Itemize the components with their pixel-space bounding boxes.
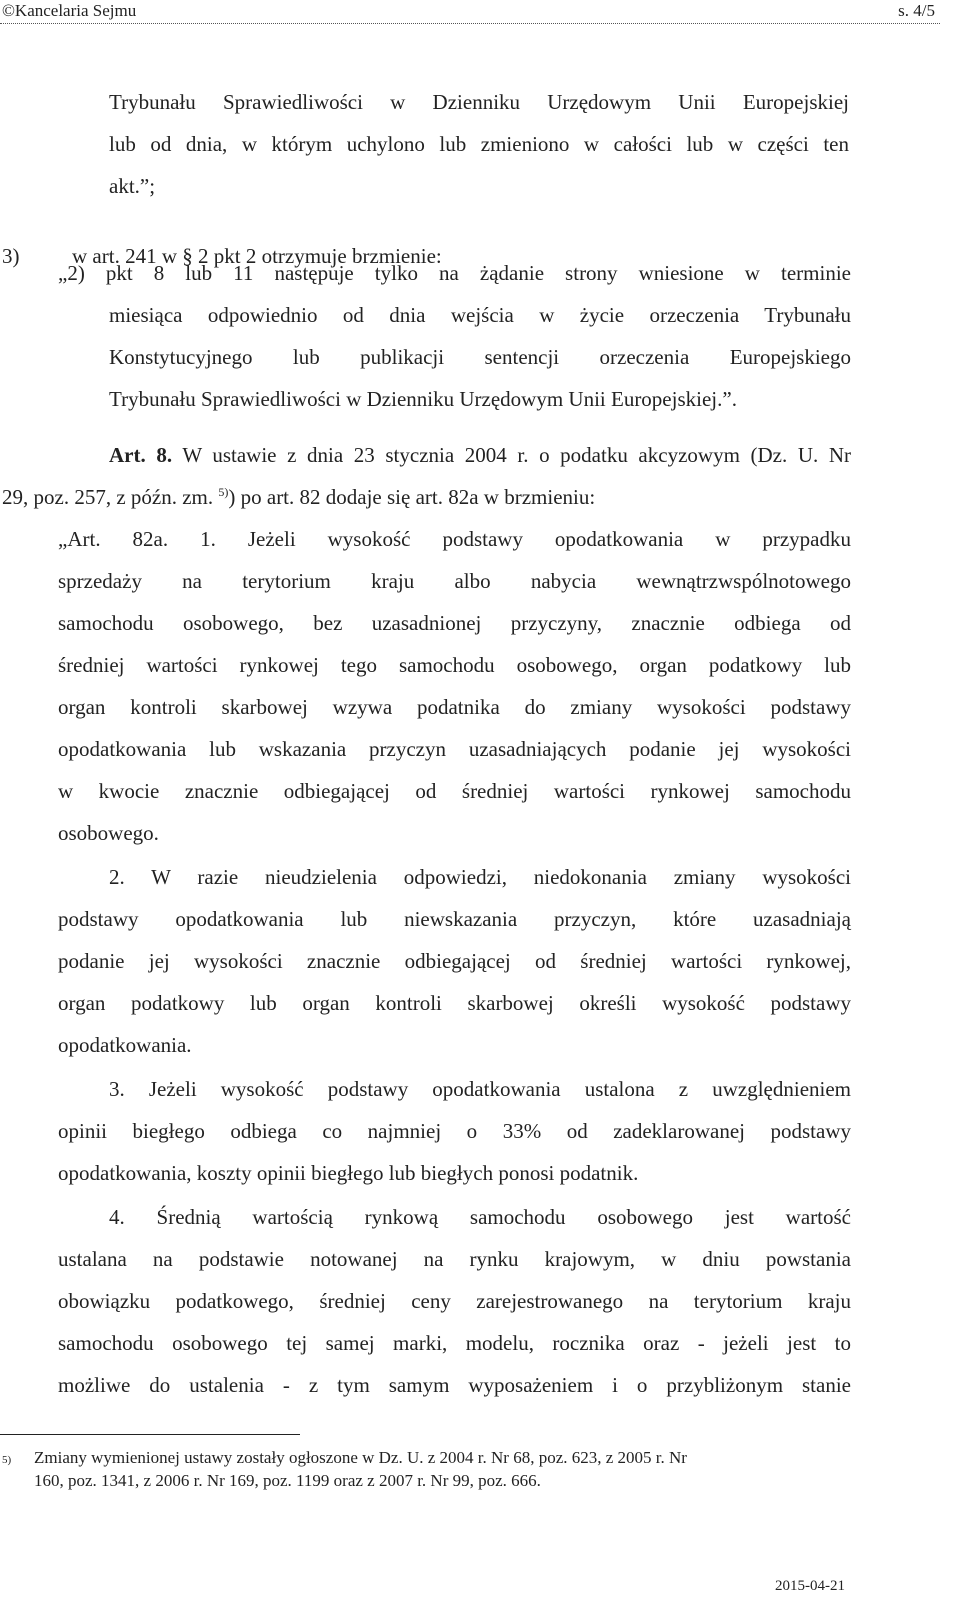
page-number: s. 4/5: [898, 1, 935, 20]
text-line: organ podatkowy lub organ kontroli skarbowej określi wysokość podstawy: [58, 991, 851, 1015]
text-line: [58, 526, 851, 552]
text-line: opodatkowania, koszty opinii biegłego lub biegłych ponosi podatnik.: [58, 1161, 639, 1185]
text-fragment: ) po art. 82 dodaje się art. 82a w brzmieniu:: [228, 485, 596, 509]
text-line: „2) pkt 8 lub 11 następuje tylko na żądanie strony wniesione w terminie: [58, 261, 851, 285]
article-text: W ustawie z dnia 23 stycznia 2004 r. o podatku akcyzowym (Dz. U. Nr: [172, 443, 852, 467]
text-line: opodatkowania.: [58, 1033, 192, 1057]
text-line: opodatkowania lub wskazania przyczyn uzasadniających podanie jej wysokości: [58, 737, 851, 761]
text-line: podstawy opodatkowania lub niewskazania przyczyn, które uzasadniają: [58, 907, 851, 931]
text-fragment: Jeżeli wysokość podstawy opodatkowania w przypadku: [215, 527, 851, 551]
text-line: ustalana na podstawie notowanej na rynku krajowym, w dniu powstania: [58, 1247, 851, 1271]
text-line: samochodu osobowego, bez uzasadnionej przyczyny, znacznie odbiega od: [58, 611, 851, 635]
text-line: miesiąca odpowiednio od dnia wejścia w życie orzeczenia Trybunału: [109, 303, 851, 327]
text-line: w art. 241 w § 2 pkt 2 otrzymuje brzmienie:: [72, 244, 442, 268]
text-line: średniej wartości rynkowej tego samochodu osobowego, organ podatkowy lub: [58, 653, 851, 677]
footnote-mark: 5): [2, 1454, 12, 1466]
text-line: 4. Średnią wartością rynkową samochodu osobowego jest wartość: [109, 1205, 851, 1229]
document-date: 2015-04-21: [775, 1578, 845, 1594]
article-label: „Art. 82a. 1.: [58, 527, 216, 551]
text-line: samochodu osobowego tej samej marki, modelu, rocznika oraz - jeżeli jest to: [58, 1331, 851, 1355]
footnote-reference: 5): [218, 485, 229, 499]
text-line: możliwe do ustalenia - z tym samym wyposażeniem i o przybliżonym stanie: [58, 1373, 851, 1397]
text-fragment: 29, poz. 257, z późn. zm.: [2, 485, 214, 509]
footnote-divider: [0, 1434, 300, 1435]
text-line: obowiązku podatkowego, średniej ceny zarejestrowanego na terytorium kraju: [58, 1289, 851, 1313]
text-line: organ kontroli skarbowej wzywa podatnika do zmiany wysokości podstawy: [58, 695, 851, 719]
footnote-line: Zmiany wymienionej ustawy zostały ogłoszone w Dz. U. z 2004 r. Nr 68, poz. 623, z 2005 r. Nr: [34, 1448, 687, 1467]
text-line: Trybunału Sprawiedliwości w Dzienniku Urzędowym Unii Europejskiej.”.: [109, 387, 737, 411]
text-line: w kwocie znacznie odbiegającej od średniej wartości rynkowej samochodu: [58, 779, 851, 803]
text-line: opinii biegłego odbiega co najmniej o 33% od zadeklarowanej podstawy: [58, 1119, 851, 1143]
text-line: lub od dnia, w którym uchylono lub zmieniono w całości lub w części ten: [109, 132, 849, 156]
text-line: Trybunału Sprawiedliwości w Dzienniku Urzędowym Unii Europejskiej: [109, 90, 849, 114]
text-line: akt.”;: [109, 174, 156, 198]
text-line: Konstytucyjnego lub publikacji sentencji orzeczenia Europejskiego: [109, 345, 851, 369]
text-line: sprzedaży na terytorium kraju albo nabycia wewnątrzwspólnotowego: [58, 569, 851, 593]
text-line: osobowego.: [58, 821, 159, 845]
text-line: [2, 484, 595, 513]
footnote-line: 160, poz. 1341, z 2006 r. Nr 169, poz. 1199 oraz z 2007 r. Nr 99, poz. 666.: [34, 1471, 541, 1490]
text-line: 2. W razie nieudzielenia odpowiedzi, niedokonania zmiany wysokości: [109, 865, 851, 889]
text-line: podanie jej wysokości znacznie odbiegającej od średniej wartości rynkowej,: [58, 949, 851, 973]
article-heading: [109, 442, 851, 468]
list-number: 3): [2, 244, 20, 268]
copyright-header: ©Kancelaria Sejmu: [2, 1, 137, 20]
text-line: 3. Jeżeli wysokość podstawy opodatkowania ustalona z uwzględnieniem: [109, 1077, 851, 1101]
header-divider: [0, 23, 940, 24]
article-label: Art. 8.: [109, 443, 173, 467]
